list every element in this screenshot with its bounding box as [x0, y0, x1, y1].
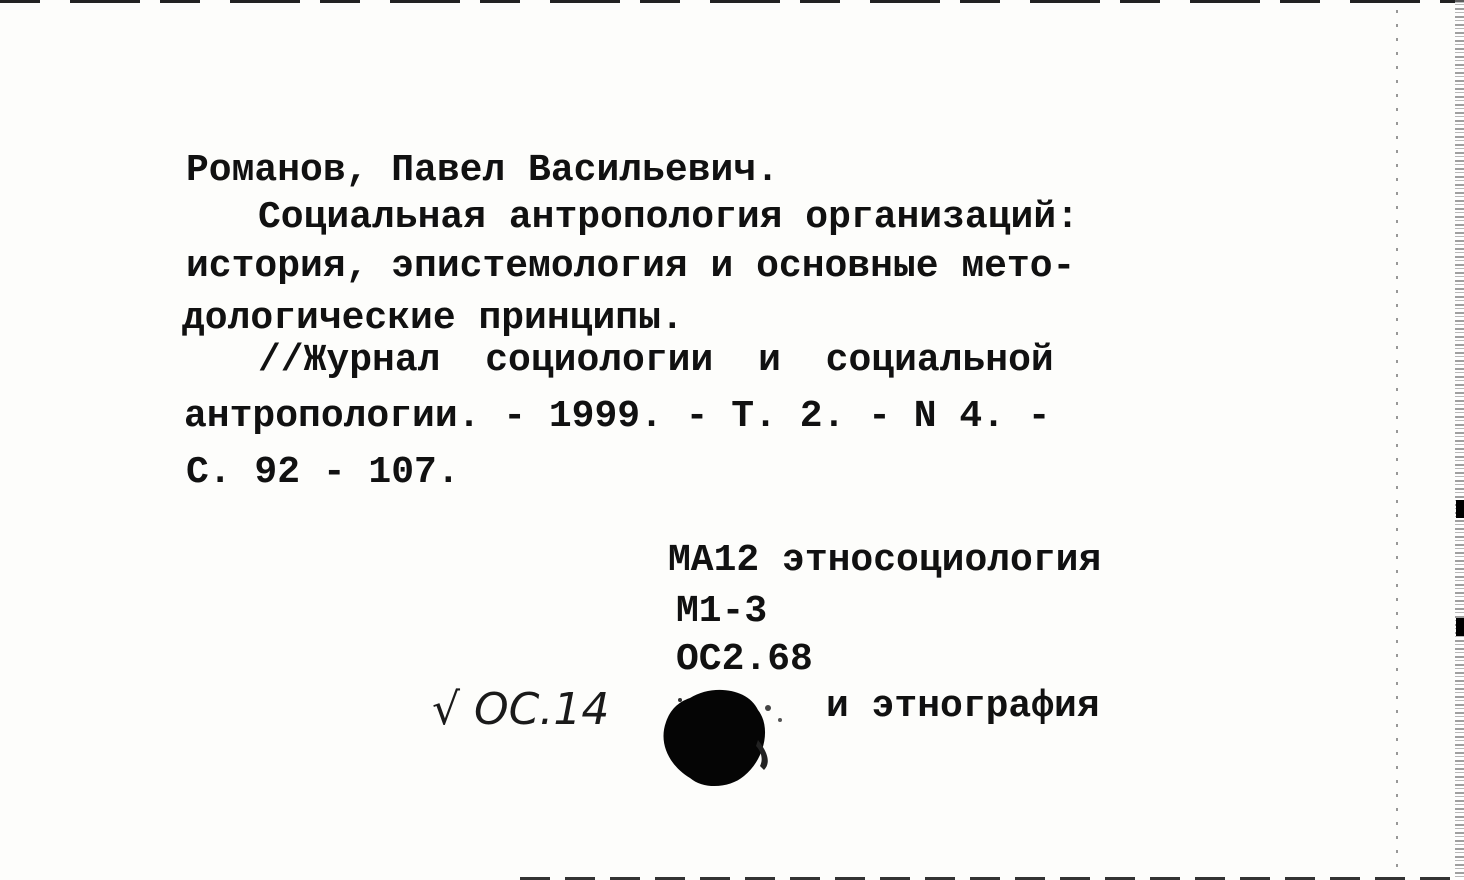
title-line: Социальная антропология организаций: — [258, 196, 1079, 239]
author-name: Романов, Павел Васильевич. — [186, 149, 779, 192]
scan-edge-top — [0, 0, 1464, 3]
scan-edge-right — [1455, 0, 1464, 880]
classification-code: и этнография — [826, 685, 1100, 728]
title-line: история, эпистемология и основные мето- — [186, 245, 1076, 288]
edge-mark — [1456, 618, 1464, 636]
ink-blot — [640, 680, 800, 800]
scan-edge-right-line — [1396, 10, 1398, 870]
classification-code: МА12 этносоциология — [668, 539, 1102, 582]
classification-code: М1-3 — [676, 590, 768, 633]
source-line: С. 92 - 107. — [186, 451, 460, 494]
edge-mark — [1456, 500, 1464, 518]
classification-code: ОС2.68 — [676, 638, 813, 681]
source-line: антропологии. - 1999. - Т. 2. - N 4. - — [184, 395, 1051, 438]
source-line: //Журнал социологии и социальной — [258, 339, 1054, 382]
title-line: дологические принципы. — [182, 297, 684, 340]
handwritten-mark: √ ОС.14 — [432, 684, 610, 735]
